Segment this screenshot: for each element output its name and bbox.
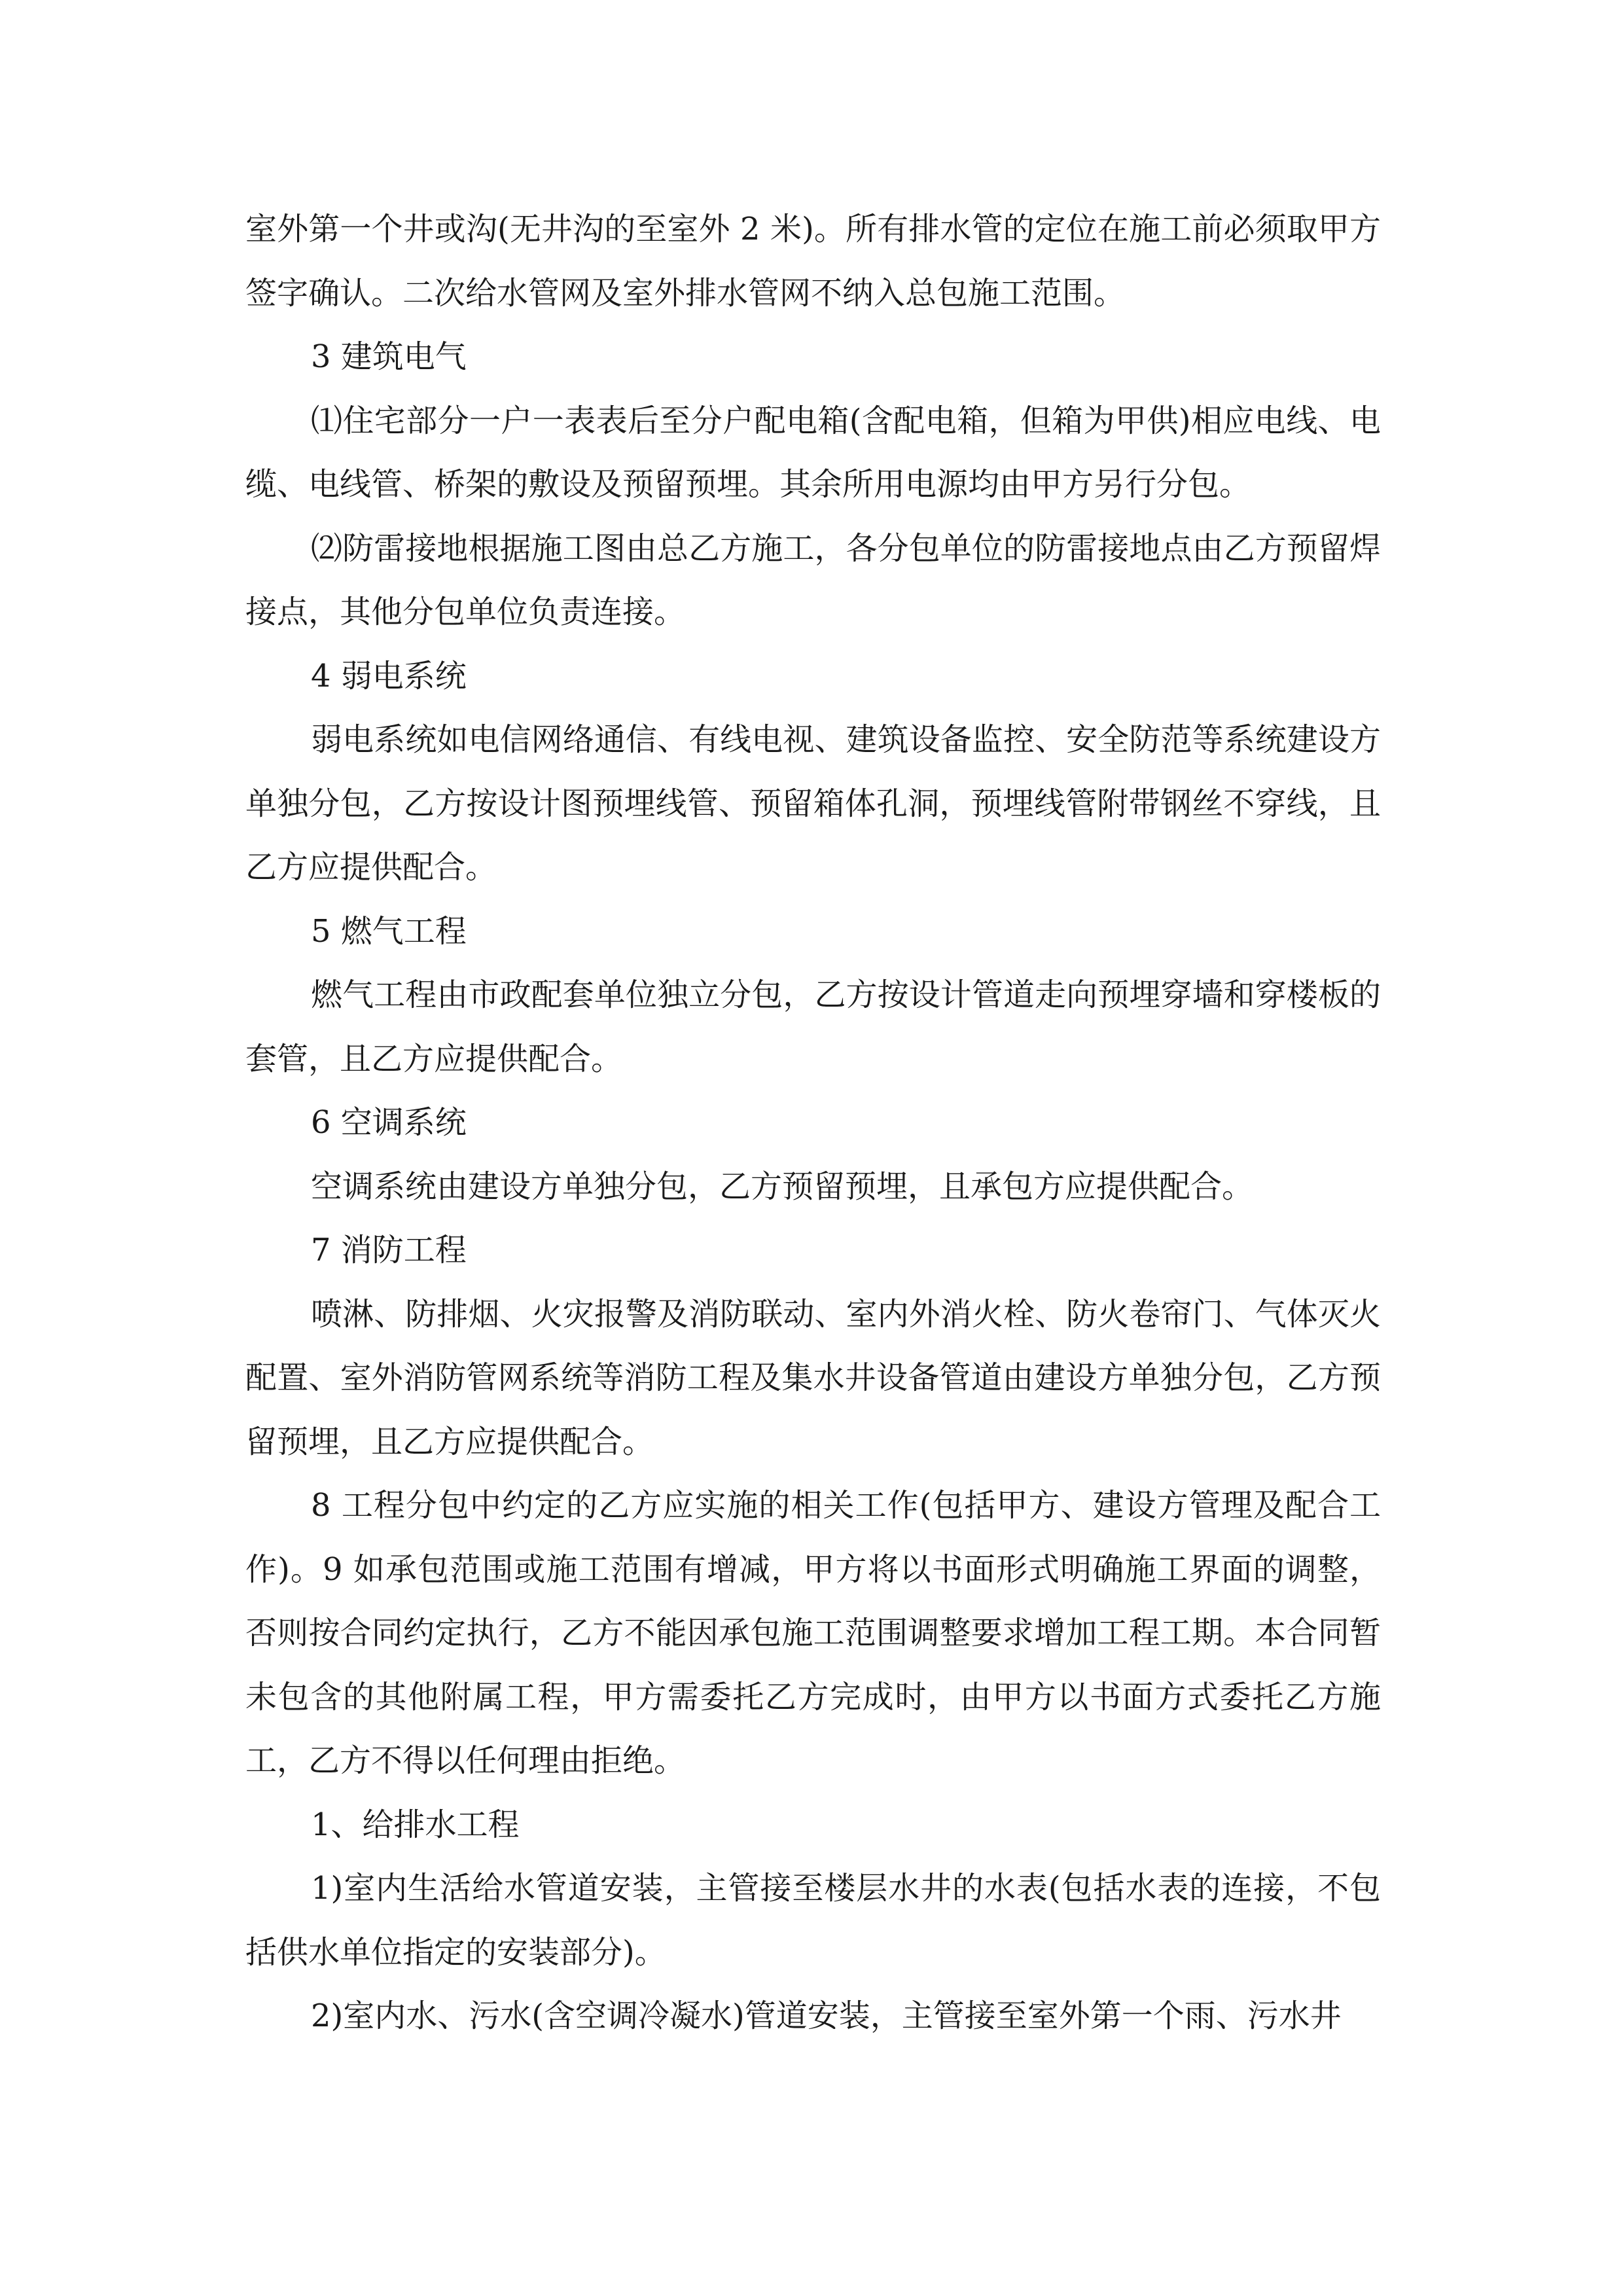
heading-fire-protection: 7 消防工程	[311, 1232, 467, 1268]
heading-building-electrical: 3 建筑电气	[311, 338, 467, 375]
paragraph-electrical-item-1: ⑴住宅部分一户一表表后至分户配电箱(含配电箱，但箱为甲供)相应电线、电缆、电线管、桥架的敷设及预留预埋。其余所用电源均由甲方另行分包。	[245, 402, 1381, 503]
paragraph-water-supply-item-1: 1)室内生活给水管道安装，主管接至楼层水井的水表(包括水表的连接，不包括供水单位指定的安装部分)。	[245, 1870, 1381, 1971]
heading-gas-works: 5 燃气工程	[311, 912, 467, 950]
heading-low-voltage-system: 4 弱电系统	[311, 657, 467, 694]
heading-air-conditioning: 6 空调系统	[311, 1104, 467, 1141]
paragraph-drainage-scope: 室外第一个井或沟(无井沟的至室外 2 米)。所有排水管的定位在施工前必须取甲方签字确认。二次给水管网及室外排水管网不纳入总包施工范围。	[245, 211, 1381, 312]
paragraph-electrical-item-2: ⑵防雷接地根据施工图由总乙方施工，各分包单位的防雷接地点由乙方预留焊接点，其他分包单位负责连接。	[245, 529, 1381, 630]
paragraph-air-conditioning: 空调系统由建设方单独分包，乙方预留预埋，且承包方应提供配合。	[311, 1168, 1254, 1205]
paragraph-gas-works: 燃气工程由市政配套单位独立分包，乙方按设计管道走向预埋穿墙和穿楼板的套管，且乙方应提供配合。	[245, 977, 1381, 1077]
heading-water-supply-drainage: 1、给排水工程	[311, 1806, 520, 1843]
document-body	[245, 198, 1381, 2049]
paragraph-water-supply-item-2: 2)室内水、污水(含空调冷凝水)管道安装，主管接至室外第一个雨、污水井	[311, 1998, 1342, 2034]
paragraph-low-voltage: 弱电系统如电信网络通信、有线电视、建筑设备监控、安全防范等系统建设方单独分包，乙方按设计图预埋线管、预留箱体孔洞，预埋线管附带钢丝不穿线，且乙方应提供配合。	[245, 721, 1381, 886]
paragraph-fire-protection: 喷淋、防排烟、火灾报警及消防联动、室内外消火栓、防火卷帘门、气体灭火配置、室外消防管网系统等消防工程及集水井设备管道由建设方单独分包，乙方预留预埋，且乙方应提供配合。	[245, 1295, 1381, 1460]
paragraph-subcontract-and-scope-changes: 8 工程分包中约定的乙方应实施的相关工作(包括甲方、建设方管理及配合工作)。9 如承包范围或施工范围有增减，甲方将以书面形式明确施工界面的调整，否则按合同约定执行，乙方不能因承包施工范围调整要求增加工程工期。本合同暂未包含的其他附属工程，甲方需委托乙方完成时，由甲方以书面方式委托乙方施工，乙方不得以任何理由拒绝。	[245, 1487, 1381, 1779]
